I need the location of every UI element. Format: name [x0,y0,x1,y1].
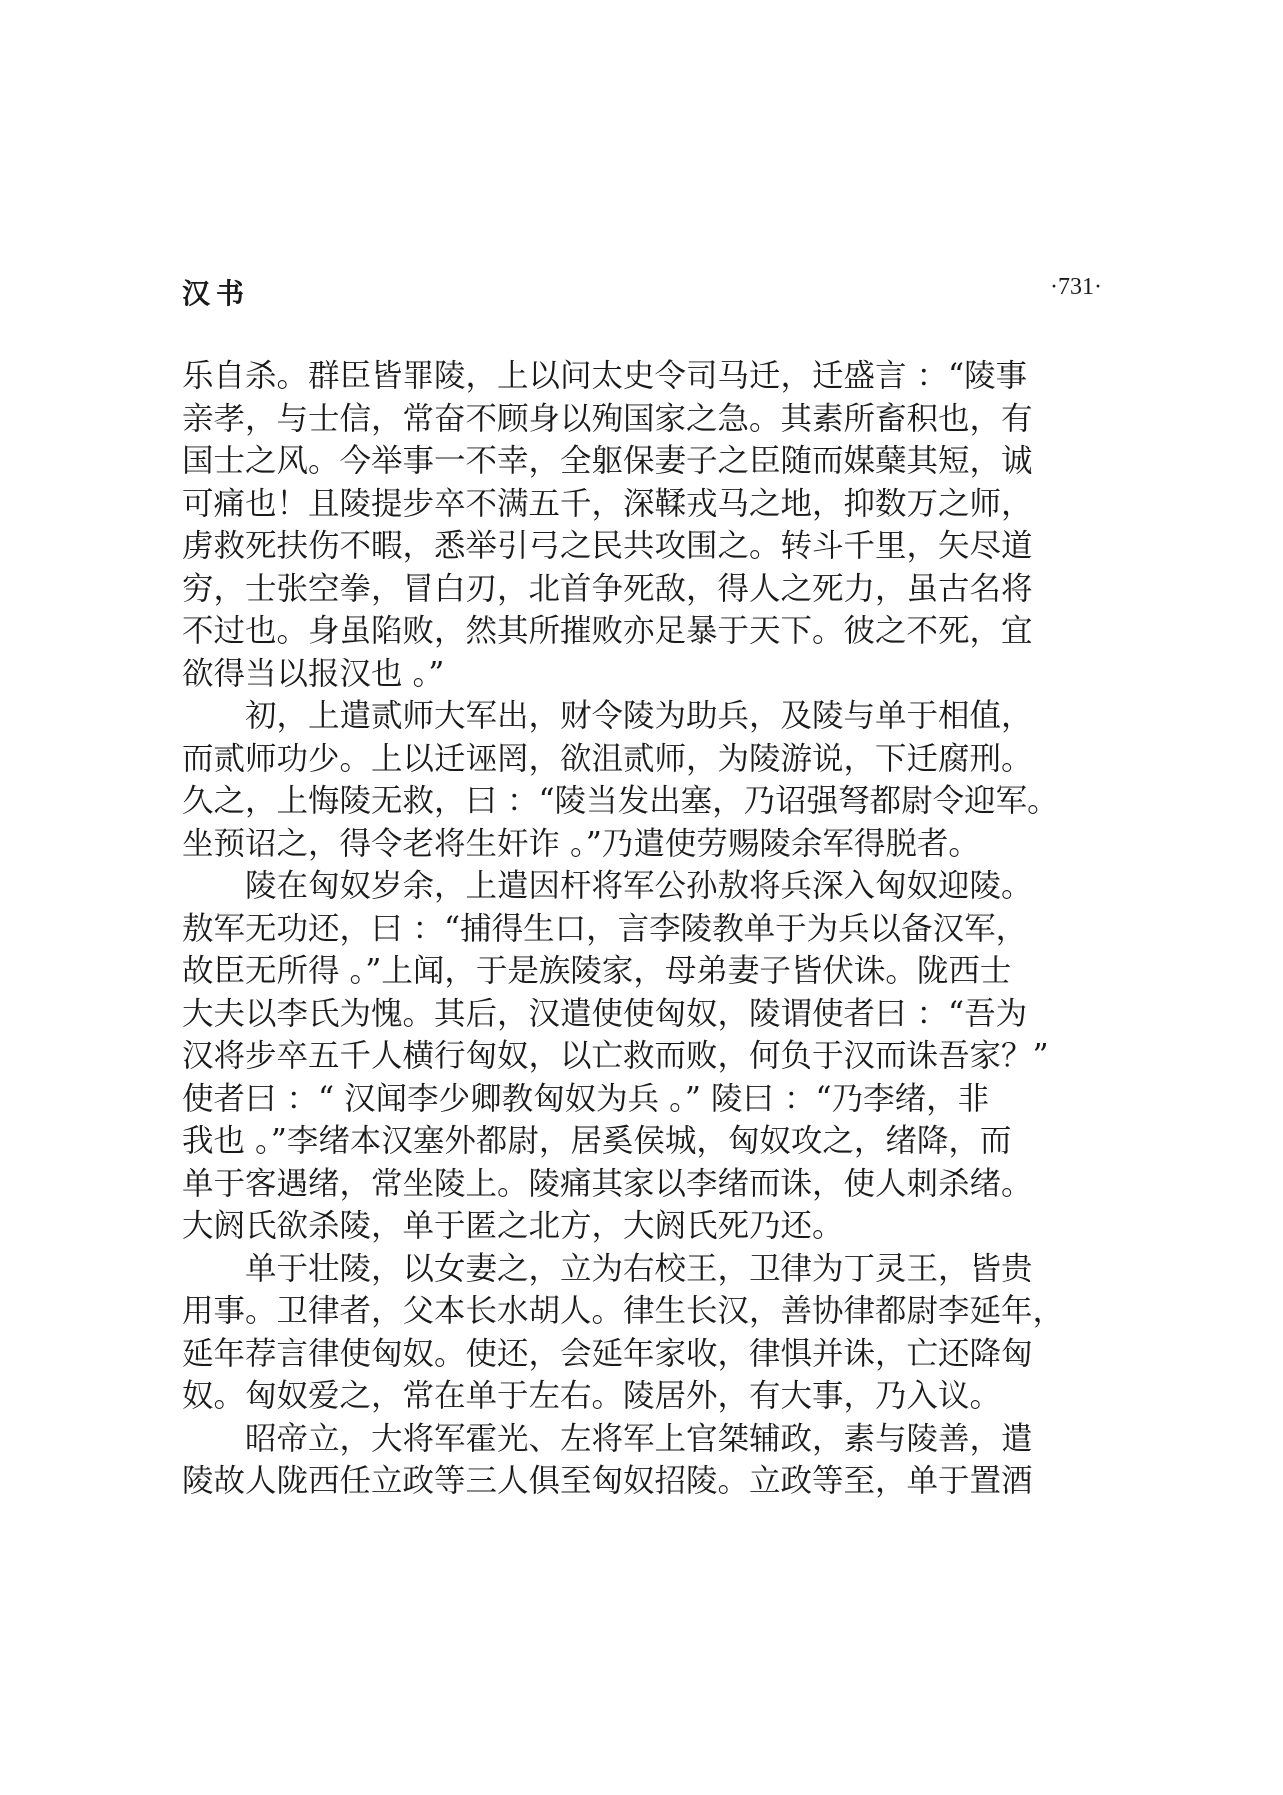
text-line: 大夫以李氏为愧。其后，汉遣使使匈奴，陵谓使者曰 ：“吾为 [182,995,1028,1032]
text-line: 单于壮陵，以女妻之，立为右校王，卫律为丁灵王，皆贵 [245,1250,1033,1287]
text-line: 乐自杀。群臣皆罪陵，上以问太史令司马迁，迁盛言 ：“陵事 [182,358,1028,394]
text-line: 可痛也！且陵提步卒不满五千，深鞣戎马之地，抑数万之师， [182,485,1033,522]
text-line: 故臣无所得 。”上闻，于是族陵家，母弟妻子皆伏诛。陇西士 [182,953,1012,989]
text-line: 久之，上悔陵无救，曰 ：“陵当发出塞，乃诏强弩都尉令迎军。 [182,783,1059,819]
text-line: 使者曰 ：“ 汉闻李少卿教匈奴为兵 。” 陵曰 ：“乃李绪，非 [182,1080,990,1117]
text-line: 穷，士张空拳，冒白刃，北首争死敌，得人之死力，虽古名将 [182,570,1033,607]
text-line: 敖军无功还，曰 ：“捕得生口，言李陵教单于为兵以备汉军， [182,910,1028,947]
text-line: 用事。卫律者，父本长水胡人。律生长汉，善协律都尉李延年， [182,1293,1065,1329]
text-line: 虏救死扶伤不暇，悉举引弓之民共攻围之。转斗千里，矢尽道 [182,528,1033,564]
text-line: 奴。匈奴爱之，常在单于左右。陵居外，有大事，乃入议。 [182,1378,1002,1414]
text-line: 延年荐言律使匈奴。使还，会延年家收，律惧并诛，亡还降匈 [182,1335,1033,1372]
text-line: 国士之风。今举事一不幸，全躯保妻子之臣随而媒蘖其短，诚 [182,443,1033,479]
text-line: 亲孝，与士信，常奋不顾身以殉国家之急。其素所畜积也，有 [182,400,1033,437]
text-line: 我也 。”李绪本汉塞外都尉，居奚侯城，匈奴攻之，绪降，而 [182,1123,1012,1159]
page-number: ·731· [1050,274,1102,300]
text-line: 单于客遇绪，常坐陵上。陵痛其家以李绪而诛，使人刺杀绪。 [182,1165,1033,1202]
text-line: 汉将步卒五千人横行匈奴，以亡救而败，何负于汉而诛吾家？” [182,1038,1049,1074]
text-line: 而贰师功少。上以迁诬罔，欲沮贰师，为陵游说，下迁腐刑。 [182,740,1033,777]
text-line: 昭帝立，大将军霍光、左将军上官桀辅政，素与陵善，遣 [245,1420,1033,1457]
running-head [182,272,1102,312]
text-line: 陵在匈奴岁余，上遣因杆将军公孙敖将兵深入匈奴迎陵。 [245,868,1033,904]
body-text [182,355,1112,1503]
text-line: 大阏氏欲杀陵，单于匿之北方，大阏氏死乃还。 [182,1208,844,1244]
text-line: 不过也。身虽陷败，然其所摧败亦足暴于天下。彼之不死，宜 [182,613,1033,649]
text-line: 陵故人陇西任立政等三人俱至匈奴招陵。立政等至，单于置酒 [182,1463,1033,1499]
text-line: 坐预诏之，得令老将生奸诈 。”乃遣使劳赐陵余军得脱者。 [182,825,980,862]
text-line: 欲得当以报汉也 。” [182,655,445,692]
book-title: 汉书 [182,277,251,310]
text-line: 初，上遣贰师大军出，财令陵为助兵，及陵与单于相值， [245,698,1033,734]
